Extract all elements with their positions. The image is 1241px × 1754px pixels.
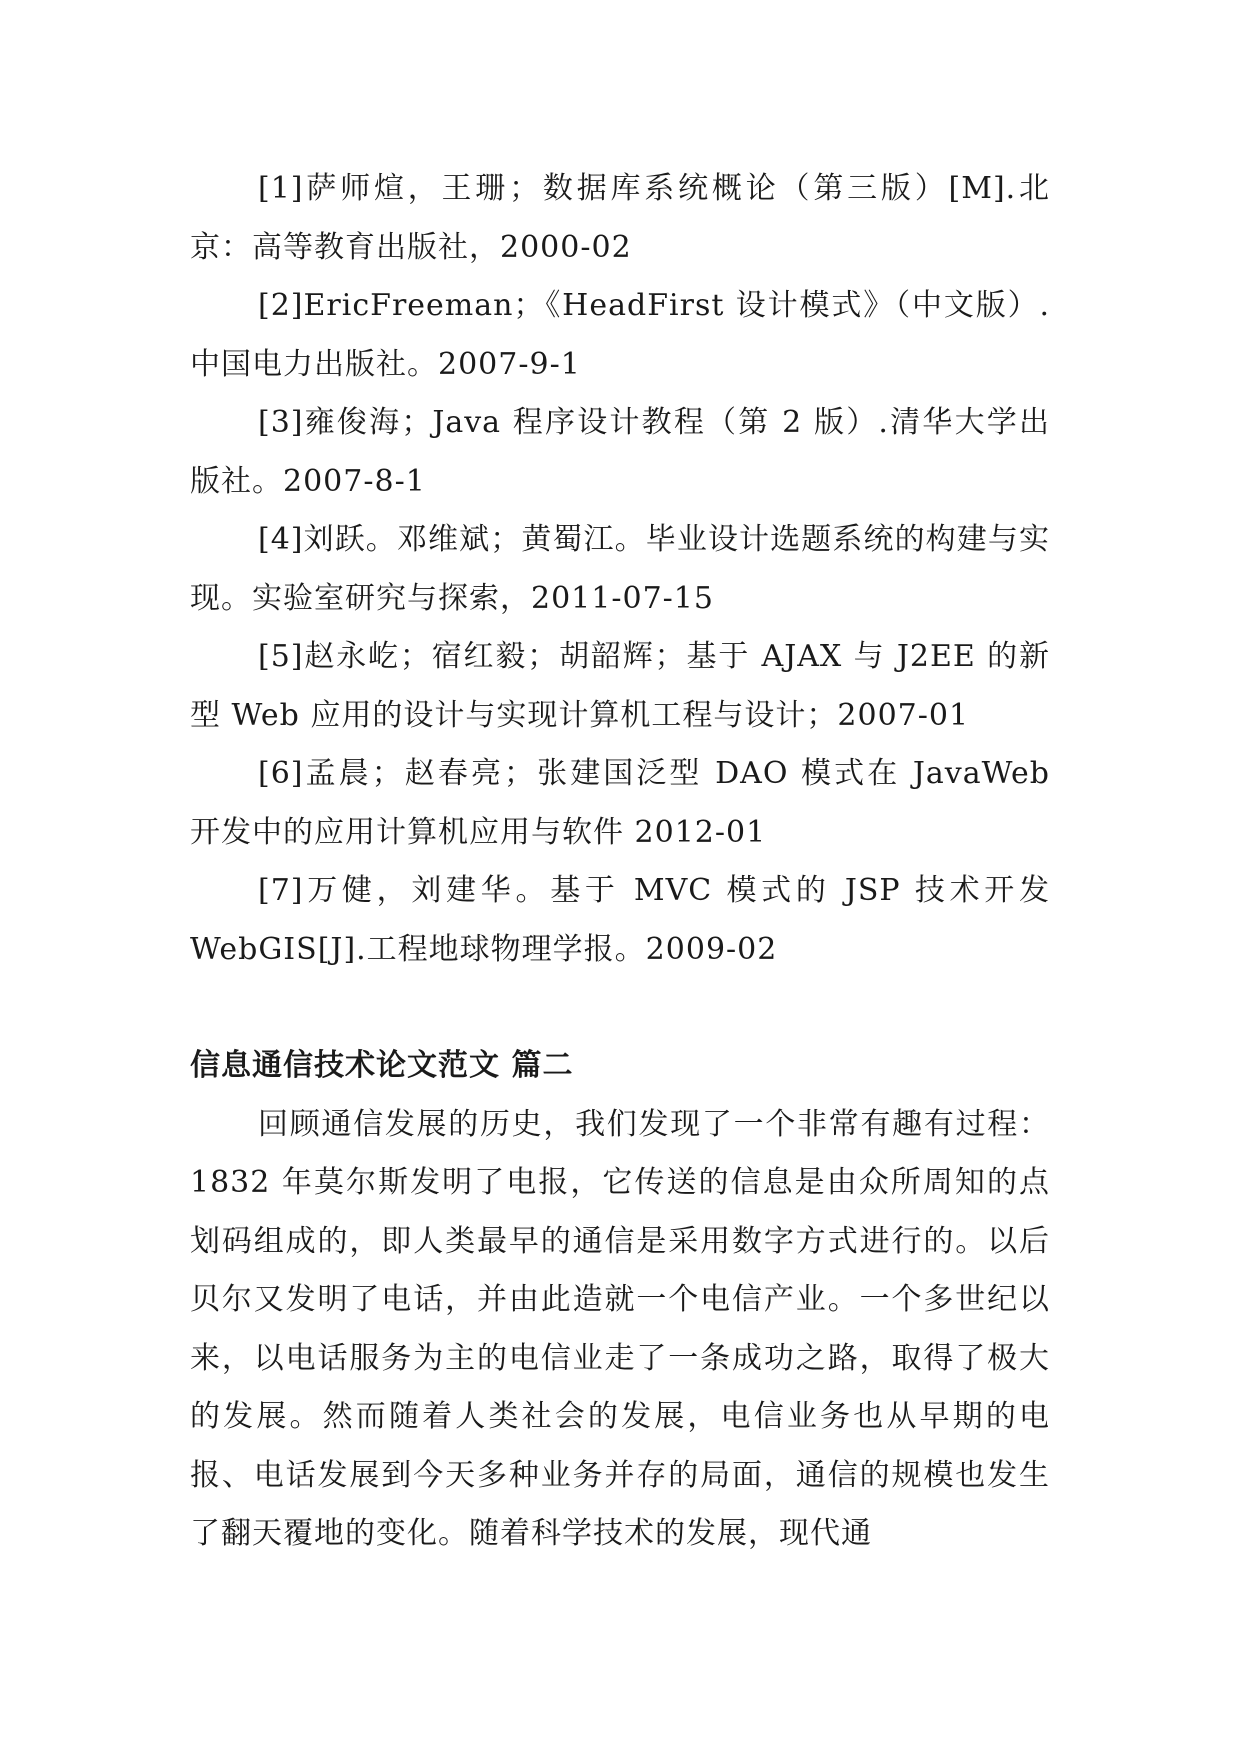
reference-1: [1]萨师煊，王珊；数据库系统概论（第三版）[M].北京：高等教育出版社，2000-02 [190, 171, 1050, 265]
reference-2: [2]EricFreeman；《HeadFirst 设计模式》（中文版）.中国电力出版社。2007-9-1 [190, 288, 1050, 382]
section-body-paragraph: 回顾通信发展的历史，我们发现了一个非常有趣有过程：1832 年莫尔斯发明了电报，它传送的信息是由众所周知的点划码组成的，即人类最早的通信是采用数字方式进行的。以后贝尔又发明了电话，并由此造就一个电信产业。一个多世纪以来，以电话服务为主的电信业走了一条成功之路，取得了极大的发展。然而随着人类社会的发展，电信业务也从早期的电报、电话发展到今天多种业务并存的局面，通信的规模也发生了翻天覆地的变化。随着科学技术的发展，现代通 [190, 1106, 1050, 1551]
reference-7: [7]万健，刘建华。基于 MVC 模式的 JSP 技术开发 WebGIS[J].工程地球物理学报。2009-02 [190, 873, 1050, 967]
reference-4: [4]刘跃。邓维斌；黄蜀江。毕业设计选题系统的构建与实现。实验室研究与探索，2011-07-15 [190, 522, 1050, 616]
reference-6: [6]孟晨；赵春亮；张建国泛型 DAO 模式在 JavaWeb 开发中的应用计算机应用与软件 2012-01 [190, 756, 1050, 850]
reference-3: [3]雍俊海；Java 程序设计教程（第 2 版）.清华大学出版社。2007-8-1 [190, 405, 1050, 499]
reference-5: [5]赵永屹；宿红毅；胡韶辉；基于 AJAX 与 J2EE 的新型 Web 应用的设计与实现计算机工程与设计；2007-01 [190, 639, 1050, 733]
page-content [190, 160, 1050, 1564]
section-title: 信息通信技术论文范文 篇二 [190, 1048, 574, 1083]
